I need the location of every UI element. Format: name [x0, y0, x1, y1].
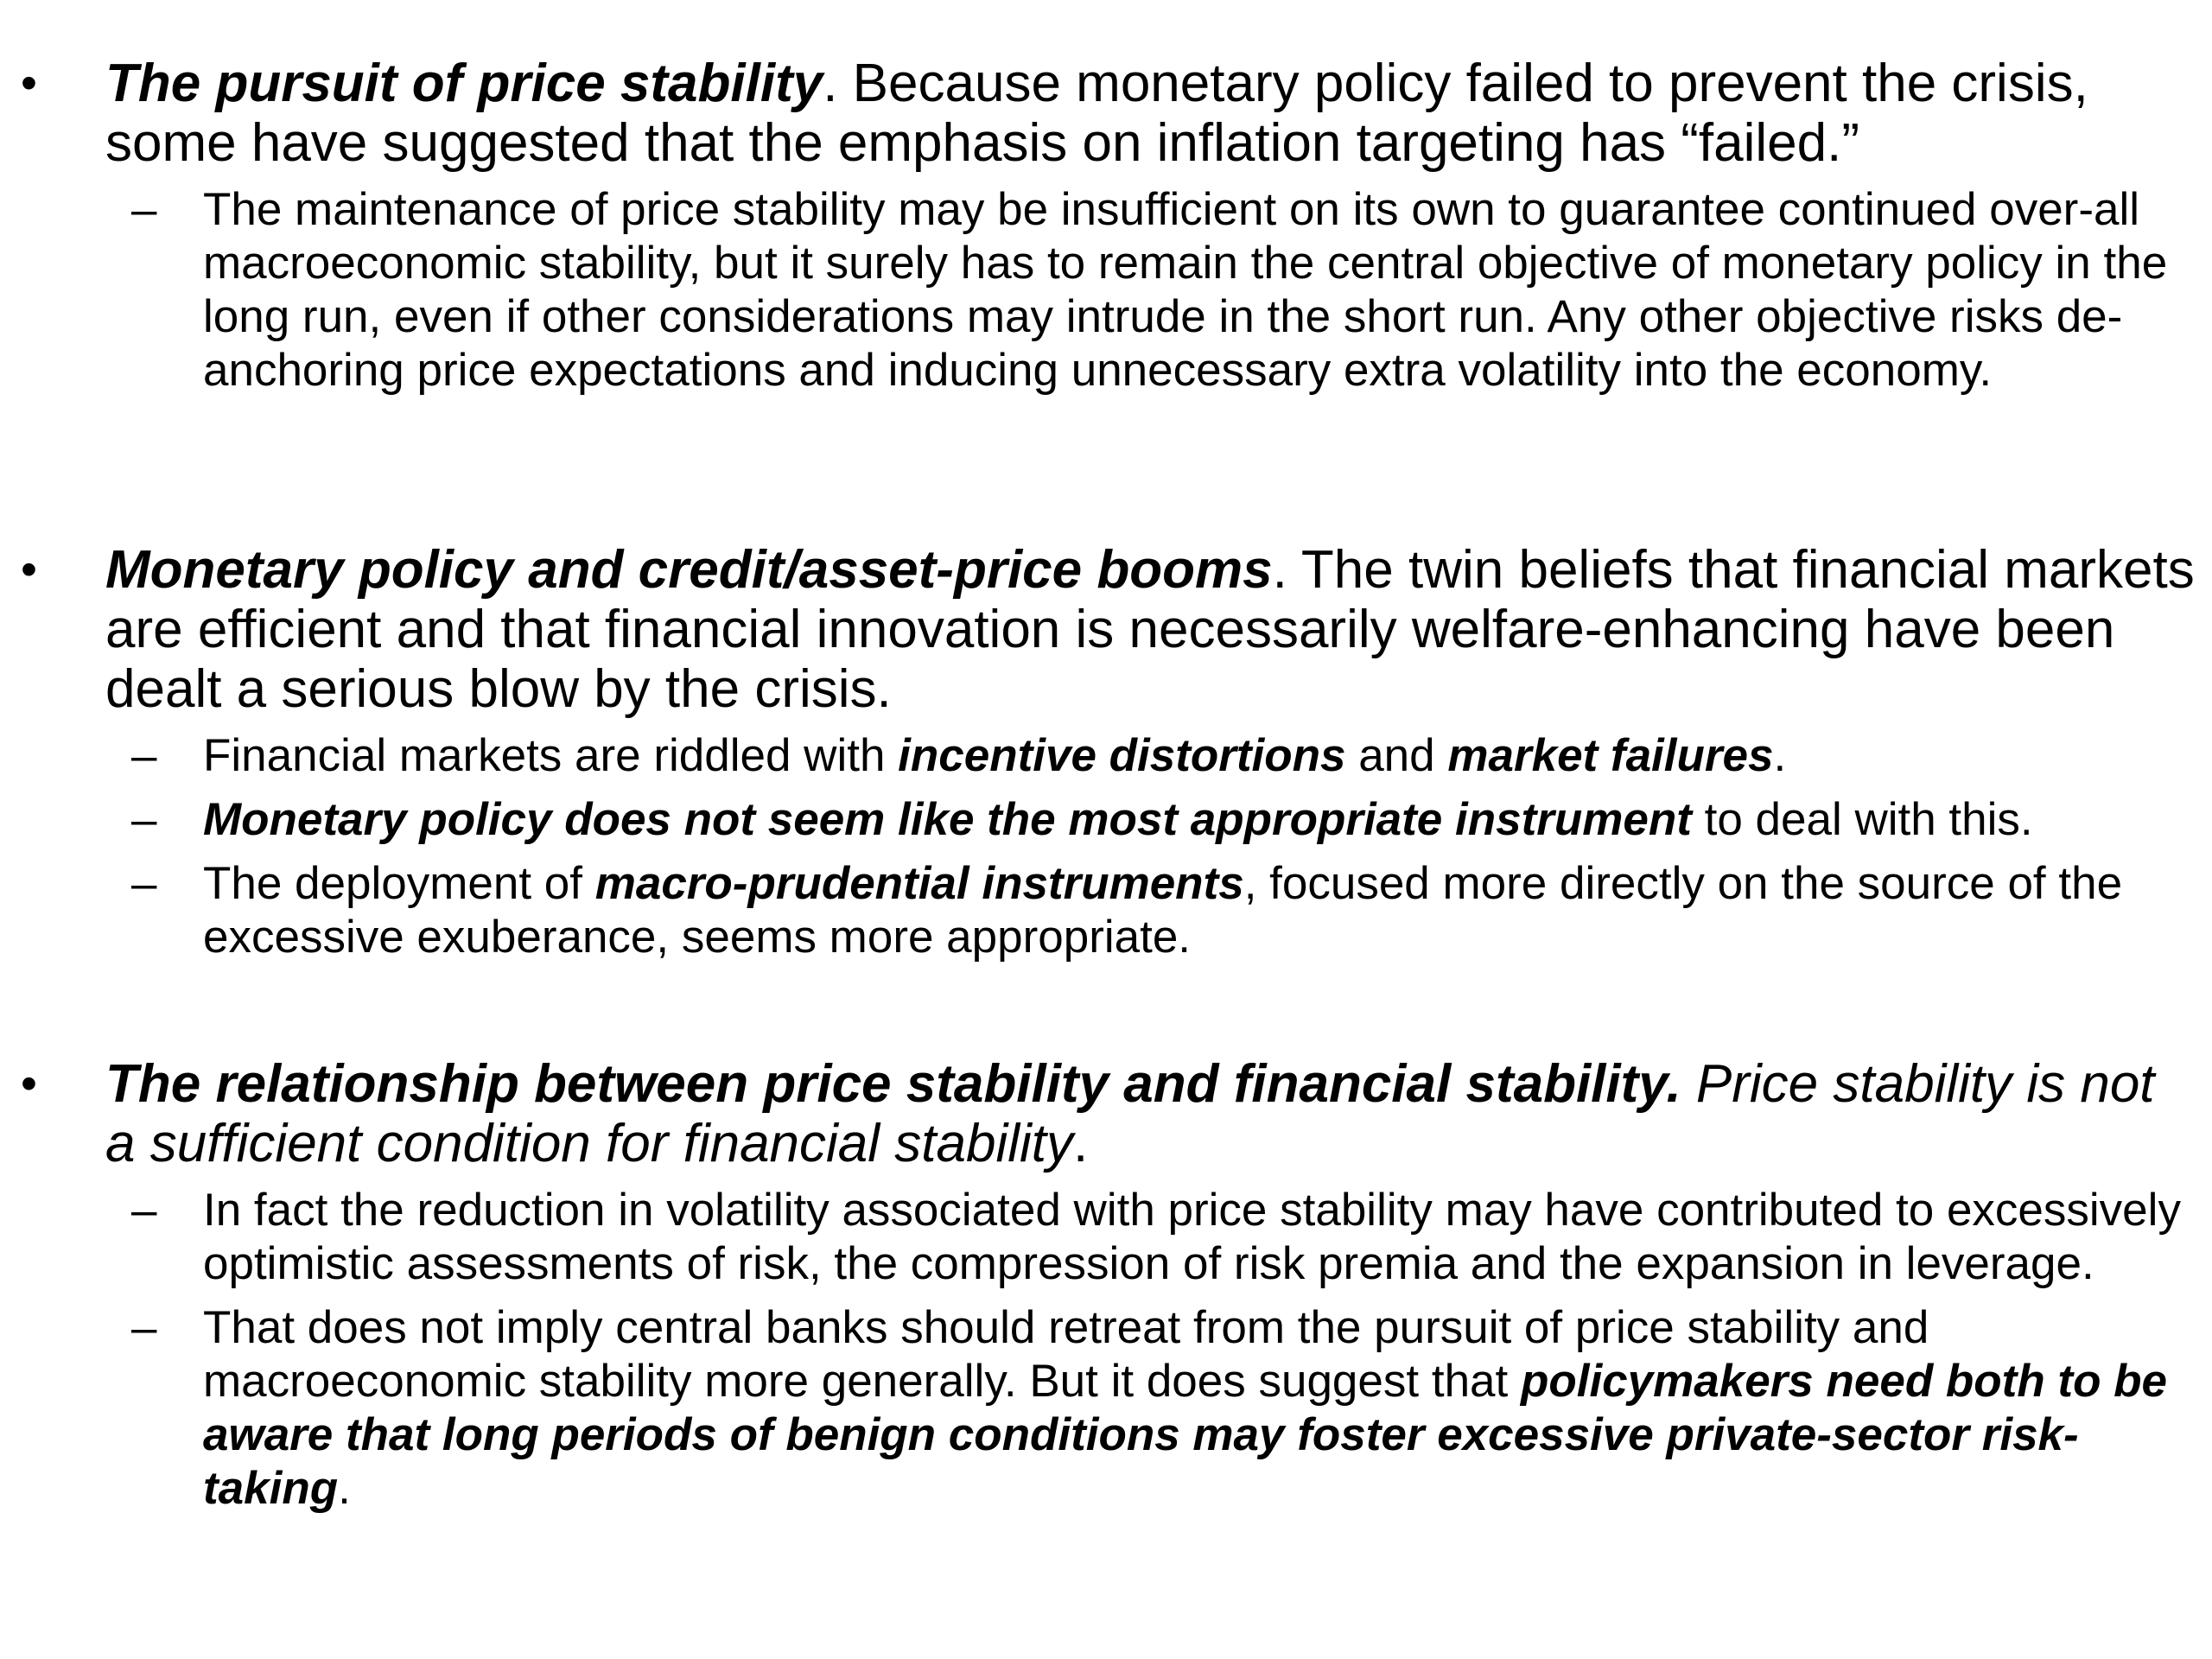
- bullet-1-heading: The pursuit of price stability: [105, 54, 823, 113]
- bullet-3-sub-2-emph: policymakers need both to be aware that long periods of benign conditions may foster excessive private-sector risk-taking: [203, 1356, 2168, 1514]
- bullet-2-sub-3: [0, 857, 2212, 964]
- bullet-3: [0, 1054, 2212, 1173]
- bullet-2-sub-3-text-a: The deployment of: [203, 858, 595, 909]
- sub-dash: –: [131, 1302, 157, 1353]
- bullet-dot: •: [21, 1058, 37, 1109]
- bullet-2-sub-1-text-b: and: [1345, 730, 1448, 781]
- bullet-section-3: [0, 1054, 2212, 1516]
- bullet-2-sub-1-emph-a: incentive distortions: [898, 730, 1346, 781]
- bullet-1-sub-1: [0, 183, 2212, 397]
- bullet-2-sub-3-text-b: , focused more directly on the source of the excessive exuberance, seems more appropriate.: [203, 858, 2123, 963]
- bullet-section-1: [0, 54, 2212, 397]
- bullet-section-2: [0, 540, 2212, 964]
- bullet-3-sub-2-text-b: .: [338, 1463, 351, 1514]
- sub-dash: –: [131, 730, 157, 781]
- bullet-2-sub-1: [0, 729, 2212, 783]
- bullet-2-heading: Monetary policy and credit/asset-price booms: [105, 540, 1273, 600]
- bullet-1-text: . Because monetary policy failed to prevent the crisis, some have suggested that the emphasis on inflation targeting has “failed.”: [105, 54, 2088, 173]
- bullet-dot: •: [21, 543, 37, 595]
- sub-dash: –: [131, 794, 157, 845]
- bullet-2-sub-2-text: to deal with this.: [1691, 794, 2033, 845]
- bullet-3-period: .: [1073, 1114, 1089, 1173]
- bullet-3-sub-1-text: In fact the reduction in volatility associated with price stability may have contributed to excessively optimistic assessments of risk, the compression of risk premia and the expansion in leverage.: [203, 1185, 2181, 1289]
- bullet-3-heading: The relationship between price stability and financial stability.: [105, 1054, 1681, 1114]
- bullet-2-sub-2-emph: Monetary policy does not seem like the most appropriate instrument: [203, 794, 1692, 845]
- bullet-3-sub-2-text-a: That does not imply central banks should retreat from the pursuit of price stability and macroeconomic stability more generally. But it does suggest that: [203, 1302, 1929, 1407]
- bullet-3-italic-text: Price stability is not a sufficient condition for financial stability: [105, 1054, 2155, 1173]
- bullet-2-text: . The twin beliefs that financial markets are efficient and that financial innovation is necessarily welfare-enhancing have been dealt a serious blow by the crisis.: [105, 540, 2195, 719]
- bullet-1-sub-1-text: The maintenance of price stability may be insufficient on its own to guarantee continued over-all macroeconomic stability, but it surely has to remain the central objective of monetary policy in the long run, even if other considerations may intrude in the short run. Any other objective risks de-anchoring price expectations and inducing unnecessary extra volatility into the economy.: [203, 184, 2168, 396]
- sub-dash: –: [131, 1185, 157, 1236]
- bullet-3-sub-1: [0, 1184, 2212, 1291]
- bullet-3-sub-2: [0, 1301, 2212, 1516]
- bullet-2-sub-3-emph: macro-prudential instruments: [594, 858, 1244, 909]
- bullet-2-sub-1-text-c: .: [1773, 730, 1787, 781]
- bullet-dot: •: [21, 57, 37, 109]
- bullet-2-sub-2: [0, 793, 2212, 847]
- bullet-1: [0, 54, 2212, 173]
- bullet-2: [0, 540, 2212, 719]
- bullet-2-sub-1-text-a: Financial markets are riddled with: [203, 730, 899, 781]
- sub-dash: –: [131, 858, 157, 909]
- bullet-2-sub-1-emph-b: market failures: [1447, 730, 1774, 781]
- sub-dash: –: [131, 184, 157, 235]
